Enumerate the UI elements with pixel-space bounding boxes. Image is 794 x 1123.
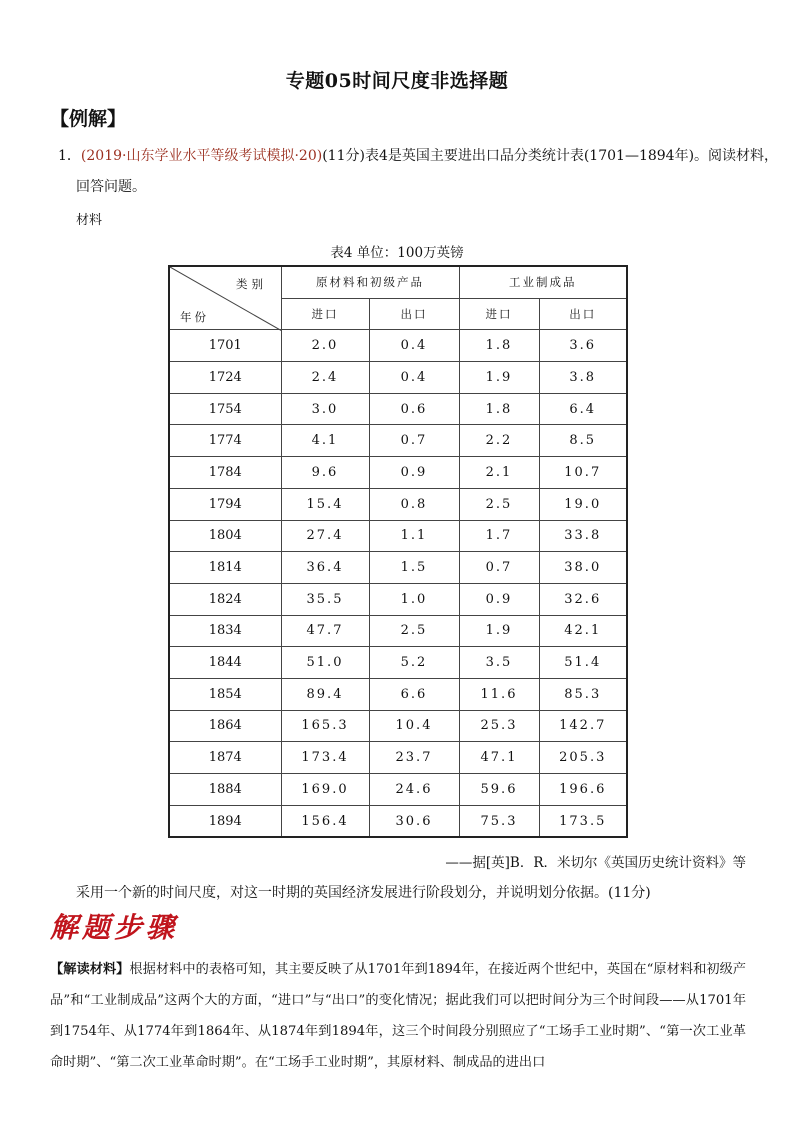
year-cell: 1784	[169, 457, 281, 489]
raw-import-cell: 9.6	[281, 457, 369, 489]
table-caption: 表4 单位：100万英镑	[330, 245, 464, 261]
raw-import-cell: 89.4	[281, 678, 369, 710]
corner-year-label: 年份	[180, 310, 209, 324]
question-line	[58, 146, 778, 166]
analysis-text: 根据材料中的表格可知，其主要反映了从1701年到1894年，在接近两个世纪中，英国在“原材料和初级产品”和“工业制成品”这两个大的方面，“进口”与“出口”的变化情况；据此我们可以把时间分为三个时间段——从1701年到1754年、从1774年到1864年、从1874年到1894年，这三个时间段分别照应了“工场手工业时期”、“第一次工业革命时期”、“第二次工业革命时期”。在“工场手工业时期”，其原材料、制成品的进出口	[50, 962, 747, 1070]
header-manufactured: 工业制成品	[459, 266, 627, 298]
ind-import-cell: 1.9	[459, 362, 539, 394]
year-cell: 1874	[169, 742, 281, 774]
ind-export-cell: 3.6	[539, 330, 627, 362]
raw-import-cell: 169.0	[281, 774, 369, 806]
table-row	[169, 742, 627, 774]
header-raw-materials: 原材料和初级产品	[281, 266, 459, 298]
raw-export-cell: 1.5	[369, 552, 459, 584]
ind-export-cell: 32.6	[539, 583, 627, 615]
year-cell: 1884	[169, 774, 281, 806]
ind-import-cell: 1.8	[459, 330, 539, 362]
header-raw-export: 出口	[369, 298, 459, 330]
ind-export-cell: 51.4	[539, 647, 627, 679]
year-cell: 1834	[169, 615, 281, 647]
ind-import-cell: 25.3	[459, 710, 539, 742]
citation: ——据[英]B．R．米切尔《英国历史统计资料》等	[445, 855, 746, 871]
ind-export-cell: 205.3	[539, 742, 627, 774]
analysis-paragraph	[50, 954, 746, 1078]
ind-import-cell: 1.8	[459, 393, 539, 425]
raw-import-cell: 35.5	[281, 583, 369, 615]
table-row	[169, 425, 627, 457]
raw-import-cell: 27.4	[281, 520, 369, 552]
ind-import-cell: 2.2	[459, 425, 539, 457]
ind-export-cell: 3.8	[539, 362, 627, 394]
question-number: 1．	[58, 148, 81, 164]
header-ind-export: 出口	[539, 298, 627, 330]
raw-import-cell: 3.0	[281, 393, 369, 425]
question-source-link[interactable]: (2019·山东学业水平等级考试模拟·20)	[80, 148, 323, 164]
table-corner-cell	[169, 266, 281, 330]
table-row	[169, 678, 627, 710]
table-row	[169, 330, 627, 362]
year-cell: 1844	[169, 647, 281, 679]
raw-export-cell: 0.4	[369, 362, 459, 394]
raw-import-cell: 36.4	[281, 552, 369, 584]
raw-export-cell: 5.2	[369, 647, 459, 679]
ind-export-cell: 142.7	[539, 710, 627, 742]
raw-import-cell: 2.0	[281, 330, 369, 362]
raw-export-cell: 2.5	[369, 615, 459, 647]
raw-export-cell: 0.4	[369, 330, 459, 362]
ind-export-cell: 196.6	[539, 774, 627, 806]
raw-import-cell: 51.0	[281, 647, 369, 679]
raw-export-cell: 23.7	[369, 742, 459, 774]
raw-export-cell: 0.9	[369, 457, 459, 489]
raw-import-cell: 15.4	[281, 488, 369, 520]
year-cell: 1804	[169, 520, 281, 552]
table-row	[169, 805, 627, 837]
raw-export-cell: 1.1	[369, 520, 459, 552]
raw-import-cell: 165.3	[281, 710, 369, 742]
year-cell: 1724	[169, 362, 281, 394]
material-label: 材料	[76, 213, 103, 228]
ind-import-cell: 0.7	[459, 552, 539, 584]
table-row	[169, 774, 627, 806]
ind-import-cell: 2.1	[459, 457, 539, 489]
raw-export-cell: 1.0	[369, 583, 459, 615]
raw-export-cell: 0.8	[369, 488, 459, 520]
table-row	[169, 520, 627, 552]
ind-export-cell: 6.4	[539, 393, 627, 425]
question-text-continued: 回答问题。	[76, 179, 146, 195]
year-cell: 1864	[169, 710, 281, 742]
year-cell: 1814	[169, 552, 281, 584]
table-row	[169, 647, 627, 679]
year-cell: 1824	[169, 583, 281, 615]
year-cell: 1701	[169, 330, 281, 362]
corner-category-label: 类别	[236, 277, 267, 291]
ind-import-cell: 0.9	[459, 583, 539, 615]
year-cell: 1854	[169, 678, 281, 710]
ind-import-cell: 47.1	[459, 742, 539, 774]
header-ind-import: 进口	[459, 298, 539, 330]
year-cell: 1794	[169, 488, 281, 520]
year-cell: 1894	[169, 805, 281, 837]
raw-export-cell: 0.6	[369, 393, 459, 425]
ind-import-cell: 59.6	[459, 774, 539, 806]
raw-import-cell: 2.4	[281, 362, 369, 394]
table-row	[169, 457, 627, 489]
table-body	[169, 330, 627, 838]
ind-import-cell: 1.9	[459, 615, 539, 647]
ind-export-cell: 38.0	[539, 552, 627, 584]
ind-import-cell: 75.3	[459, 805, 539, 837]
ind-export-cell: 85.3	[539, 678, 627, 710]
year-cell: 1754	[169, 393, 281, 425]
raw-export-cell: 30.6	[369, 805, 459, 837]
ind-export-cell: 33.8	[539, 520, 627, 552]
ind-import-cell: 2.5	[459, 488, 539, 520]
page-title: 专题05时间尺度非选择题	[285, 70, 509, 92]
table-row	[169, 552, 627, 584]
example-heading: 【例解】	[50, 108, 127, 130]
table-row	[169, 615, 627, 647]
steps-heading: 解题步骤	[50, 911, 179, 944]
ind-export-cell: 8.5	[539, 425, 627, 457]
ind-export-cell: 42.1	[539, 615, 627, 647]
year-cell: 1774	[169, 425, 281, 457]
table-row	[169, 583, 627, 615]
raw-import-cell: 4.1	[281, 425, 369, 457]
trade-table	[168, 265, 628, 838]
table-row	[169, 393, 627, 425]
raw-import-cell: 47.7	[281, 615, 369, 647]
raw-export-cell: 24.6	[369, 774, 459, 806]
ind-import-cell: 1.7	[459, 520, 539, 552]
ind-export-cell: 10.7	[539, 457, 627, 489]
analysis-lead: 【解读材料】	[50, 962, 130, 977]
question-text: (11分)表4是英国主要进出口品分类统计表(1701—1894年)。阅读材料，	[322, 148, 779, 164]
task-text: 采用一个新的时间尺度，对这一时期的英国经济发展进行阶段划分，并说明划分依据。(11分)	[76, 885, 651, 901]
ind-import-cell: 11.6	[459, 678, 539, 710]
raw-import-cell: 156.4	[281, 805, 369, 837]
raw-export-cell: 10.4	[369, 710, 459, 742]
raw-export-cell: 6.6	[369, 678, 459, 710]
header-raw-import: 进口	[281, 298, 369, 330]
table-row	[169, 710, 627, 742]
table-row	[169, 488, 627, 520]
ind-export-cell: 19.0	[539, 488, 627, 520]
raw-export-cell: 0.7	[369, 425, 459, 457]
ind-import-cell: 3.5	[459, 647, 539, 679]
ind-export-cell: 173.5	[539, 805, 627, 837]
table-row	[169, 362, 627, 394]
raw-import-cell: 173.4	[281, 742, 369, 774]
